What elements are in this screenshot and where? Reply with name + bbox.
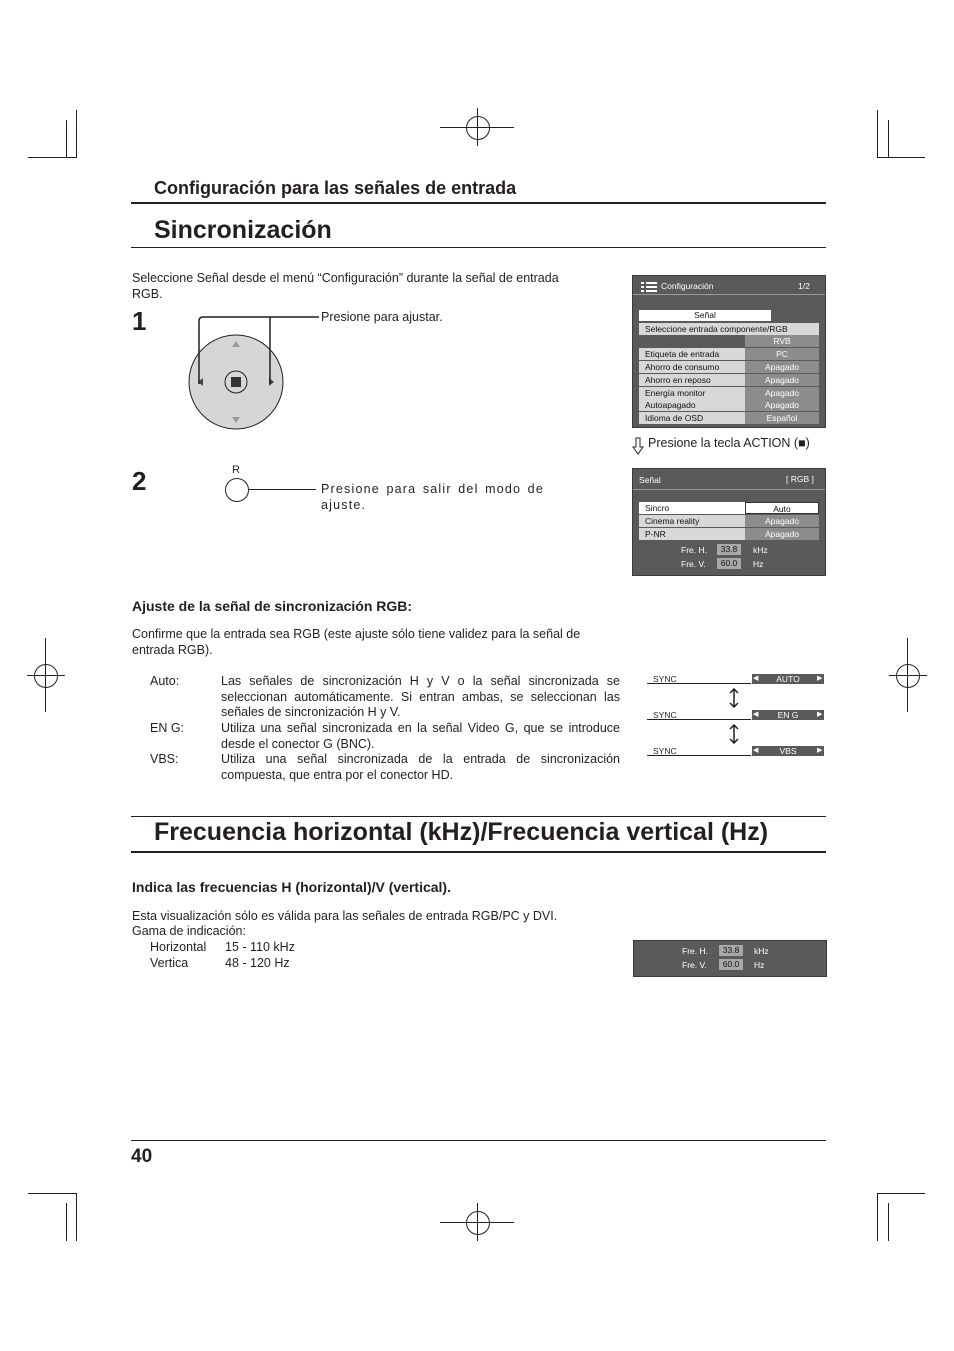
term-vbs: VBS:: [150, 752, 179, 766]
action-note: Presione la tecla ACTION (■): [648, 436, 810, 450]
desc-en-g: Utiliza una señal sincronizada en la señal Video G, que se introduce desde el conector G (BNC).: [221, 721, 620, 751]
osd-row[interactable]: Autoapagado Apagado: [639, 399, 819, 411]
page-title: Sincronización: [154, 216, 332, 244]
sync-intro: Confirme que la entrada sea RGB (este ajuste sólo tiene validez para la señal de entrada RGB).: [132, 627, 581, 657]
intro-text: Seleccione Señal desde el menú “Configuración” durante la señal de entrada RGB.: [132, 271, 559, 301]
osd-row[interactable]: Idioma de OSD Español: [639, 412, 819, 424]
right-arrow-icon: ▶: [817, 675, 823, 682]
freq-h-range-label: Horizontal: [150, 940, 207, 954]
sync-heading: Ajuste de la señal de sincronización RGB:: [132, 598, 413, 614]
footer-rule: [131, 1140, 826, 1141]
menu-icon: [641, 282, 657, 294]
page-number: 40: [131, 1146, 153, 1167]
freq-top-rule: [131, 816, 826, 817]
freq-display: [633, 940, 827, 977]
right-arrow-icon: ▶: [817, 747, 823, 754]
osd-row[interactable]: Ahorro en reposo Apagado: [639, 374, 819, 386]
osd-signal-menu: [632, 468, 826, 576]
desc-auto: Las señales de sincronización H y V o la señal sincronizada se seleccionan automáticamente. Si entran ambas, se seleccionan las señales de sincronización H y V.: [221, 674, 620, 719]
section-title: Configuración para las señales de entrada: [154, 178, 517, 198]
osd-selected-signal[interactable]: Señal: [639, 310, 771, 321]
osd-signal-title: Señal: [639, 475, 661, 485]
freq-v-range-label: Vertica: [150, 956, 189, 970]
section-rule: [131, 202, 826, 204]
display-v-label: Fre. V.: [682, 960, 707, 970]
step-2-number: 2: [132, 466, 147, 496]
r-button-label: R: [232, 464, 240, 476]
osd-row[interactable]: Seleccione entrada componente/RGB: [639, 323, 819, 335]
display-h-label: Fre. H.: [682, 946, 708, 956]
freq-heading: Indica las frecuencias H (horizontal)/V (vertical).: [132, 879, 451, 895]
freq-h-label: Fre. H.: [681, 545, 707, 555]
display-h-unit: kHz: [754, 946, 769, 956]
desc-vbs: Utiliza una señal sincronizada de la entrada de sincronización compuesta, que entra por el conector HD.: [221, 752, 620, 782]
sync-bar-en-g[interactable]: SYNC EN G ◀ ▶: [647, 710, 825, 720]
osd-config-menu: [632, 275, 826, 428]
osd-row[interactable]: Etiqueta de entrada PC: [639, 348, 819, 360]
freq-title: Frecuencia horizontal (kHz)/Frecuencia vertical (Hz): [154, 818, 769, 846]
freq-bottom-rule: [131, 851, 826, 853]
display-v-unit: Hz: [754, 960, 765, 970]
osd-sync-row[interactable]: Sincro Auto: [639, 502, 819, 514]
r-button-callout: [248, 489, 316, 490]
down-arrow-icon: [632, 437, 644, 460]
r-button[interactable]: [225, 478, 249, 502]
freq-v-unit: Hz: [753, 559, 764, 569]
osd-row[interactable]: P-NR Apagado: [639, 528, 819, 540]
osd-row[interactable]: Energía monitor Apagado: [639, 387, 819, 399]
right-arrow-icon: ▶: [817, 711, 823, 718]
osd-config-title: Configuración: [661, 281, 714, 291]
freq-v-range: 48 - 120 Hz: [225, 956, 290, 970]
left-arrow-icon: ◀: [753, 747, 759, 754]
freq-line1: Esta visualización sólo es válida para las señales de entrada RGB/PC y DVI.: [132, 909, 558, 923]
osd-row-value: RVB: [745, 335, 819, 347]
left-arrow-icon: ◀: [753, 711, 759, 718]
osd-row[interactable]: Cinema reality Apagado: [639, 515, 819, 527]
term-auto: Auto:: [150, 674, 180, 688]
freq-h-unit: kHz: [753, 545, 768, 555]
sync-bar-auto[interactable]: SYNC AUTO ◀ ▶: [647, 674, 825, 684]
freq-v-label: Fre. V.: [681, 559, 706, 569]
step-1-text: Presione para ajustar.: [321, 310, 443, 324]
osd-signal-badge: [ RGB ]: [786, 474, 814, 484]
term-en-g: EN G:: [150, 721, 185, 735]
freq-v-value: 60.0: [717, 558, 741, 569]
osd-config-page: 1/2: [798, 281, 810, 291]
dpad-callout-lines: [195, 312, 320, 392]
freq-h-range: 15 - 110 kHz: [225, 940, 295, 954]
freq-h-value: 33.8: [717, 544, 741, 555]
step-2-text: Presione para salir del modo de ajuste.: [321, 482, 544, 512]
osd-row[interactable]: Ahorro de consumo Apagado: [639, 361, 819, 373]
step-1-number: 1: [132, 306, 147, 336]
display-v-value: 60.0: [719, 959, 743, 970]
title-rule: [131, 247, 826, 248]
freq-line2: Gama de indicación:: [132, 924, 246, 938]
left-arrow-icon: ◀: [753, 675, 759, 682]
sync-bar-vbs[interactable]: SYNC VBS ◀ ▶: [647, 746, 825, 756]
display-h-value: 33.8: [719, 945, 743, 956]
